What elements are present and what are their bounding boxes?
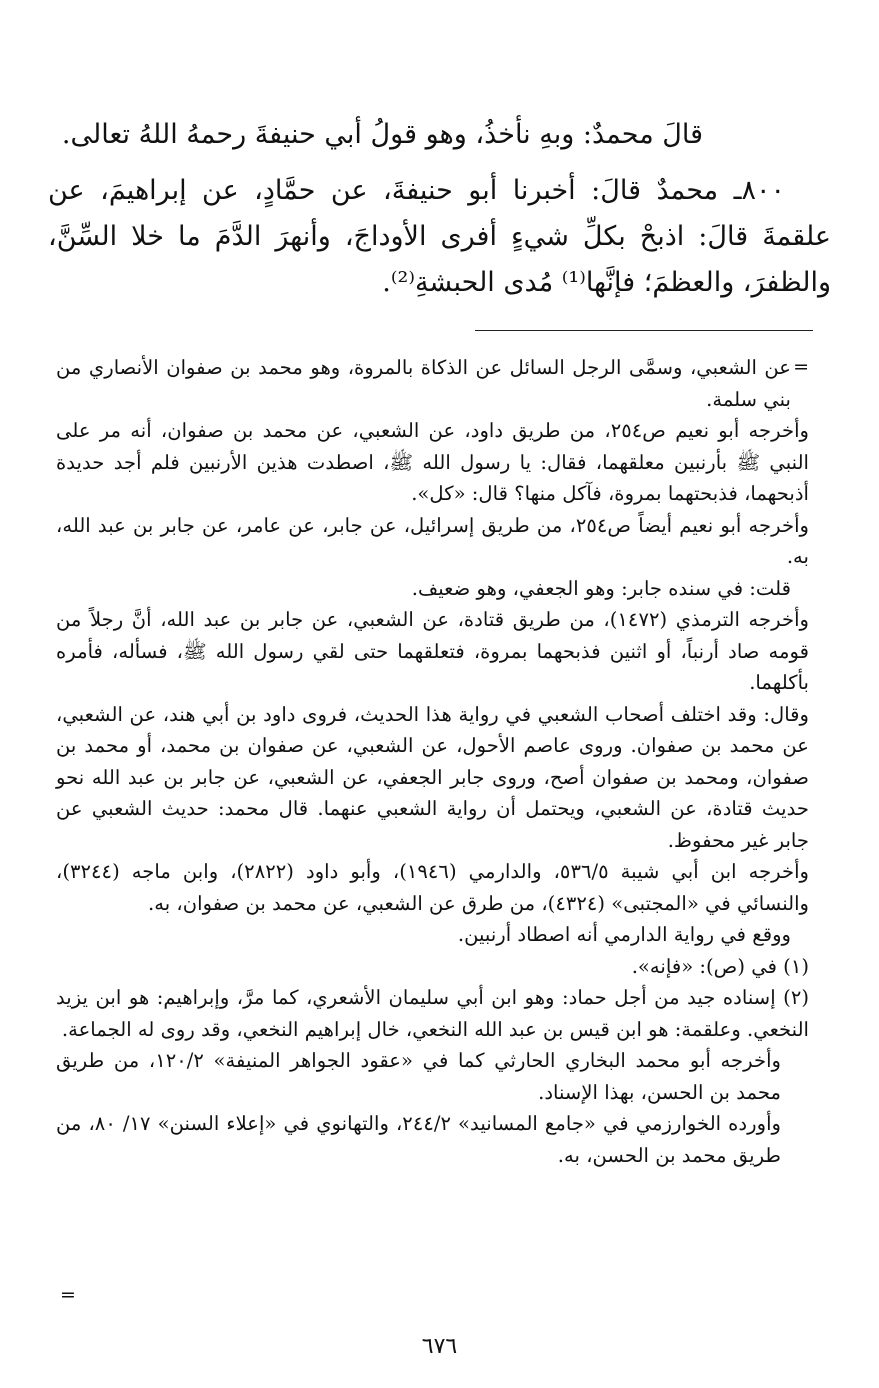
footnote-continued-4: قلت: في سنده جابر: وهو الجعفي، وهو ضعيف. — [411, 576, 791, 600]
footnote-1: (١) في (ص): «فإنه». — [631, 954, 809, 978]
continuation-mark-top: = — [793, 356, 809, 378]
footnote-continued-2: وأخرجه أبو نعيم ص٢٥٤، من طريق داود، عن الشعبي، عن محمد بن صفوان، أنه مر على النبي ﷺ بأرنبين معلقهما، فقال: يا رسول الله ﷺ، اصطدت هذين الأرنبين فلم أجد حديدة أذبحهما، فذبحتهما بمروة، فآكل منها؟ قال: «كل». — [56, 419, 809, 505]
footnote-continued-6: وقال: وقد اختلف أصحاب الشعبي في رواية هذا الحديث، فروى داود بن أبي هند، عن الشعبي، عن محمد بن صفوان. وروى عاصم الأحول، عن الشعبي، عن صفوان بن محمد، أو محمد بن صفوان، ومحمد بن صفوان أصح، وروى جابر الجعفي، عن الشعبي، عن جابر بن عبد الله نحو حديث قتادة، عن الشعبي، ويحتمل أن رواية الشعبي عنهما. قال محمد: حديث الشعبي عن جابر غير محفوظ. — [56, 702, 809, 852]
footnote-continued-8: ووقع في رواية الدارمي أنه اصطاد أرنبين. — [457, 923, 791, 946]
footnote-2-source-2: وأورده الخوارزمي في «جامع المسانيد» ٢٤٤/٢، والتهانوي في «إعلاء السنن» ١٧/ ٨٠، من طريق محمد بن الحسن، به. — [56, 1112, 781, 1167]
continuation-mark-bottom: = — [60, 1284, 76, 1306]
main-paragraph-1: قالَ محمدٌ: وبهِ نأخذُ، وهو قولُ أبي حنيفةَ رحمهُ اللهُ تعالى. — [61, 119, 703, 150]
footnote-2-source-1: وأخرجه أبو محمد البخاري الحارثي كما في «عقود الجواهر المنيفة» ١٢٠/٢، من طريق محمد بن الحسن، بهذا الإسناد. — [56, 1049, 781, 1104]
footnote-2: (٢) إسناده جيد من أجل حماد: وهو ابن أبي سليمان الأشعري، كما مرَّ، وإبراهيم: هو ابن يزيد النخعي. وعلقمة: هو ابن قيس بن عبد الله النخعي، خال إبراهيم النخعي، وقد روى له الجماعة. — [56, 986, 809, 1041]
footnote-continued-7: وأخرجه ابن أبي شيبة ٥٣٦/٥، والدارمي (١٩٤٦)، وأبو داود (٢٨٢٢)، وابن ماجه (٣٢٤٤)، والنسائي في «المجتبى» (٤٣٢٤)، من طرق عن الشعبي، عن محمد بن صفوان، به. — [56, 860, 810, 915]
footnotes — [56, 352, 809, 1171]
footnote-continued-1: عن الشعبي، وسمَّى الرجل السائل عن الذكاة بالمروة، وهو محمد بن صفوان الأنصاري من بني سلمة. — [56, 356, 791, 411]
footnote-continued-5: وأخرجه الترمذي (١٤٧٢)، من طريق قتادة، عن الشعبي، عن جابر بن عبد الله، أنَّ رجلاً من قومه صاد أرنباً، أو اثنين فذبحهما بمروة، فتعلقهما حتى لقي رسول الله ﷺ، فسأله، فأمره بأكلهما. — [56, 608, 809, 694]
main-text — [48, 112, 831, 316]
page-number: ٦٧٦ — [421, 1334, 458, 1359]
footnote-continued-3: وأخرجه أبو نعيم أيضاً ص٢٥٤، من طريق إسرائيل، عن جابر، عن عامر، عن جابر بن عبد الله، به. — [56, 513, 809, 568]
main-paragraph-2: ٨٠٠ـ محمدٌ قالَ: أخبرنا أبو حنيفةَ، عن حمَّادٍ، عن إبراهيمَ، عن علقمةَ قالَ: اذبحْ بكلِّ شيءٍ أفرى الأوداجَ، وأنهرَ الدَّمَ ما خلا السِّنَّ، والظفرَ، والعظمَ؛ فإنَّها⁽¹⁾ مُدى الحبشةِ⁽²⁾. — [48, 175, 831, 298]
footnote-separator — [475, 330, 813, 331]
